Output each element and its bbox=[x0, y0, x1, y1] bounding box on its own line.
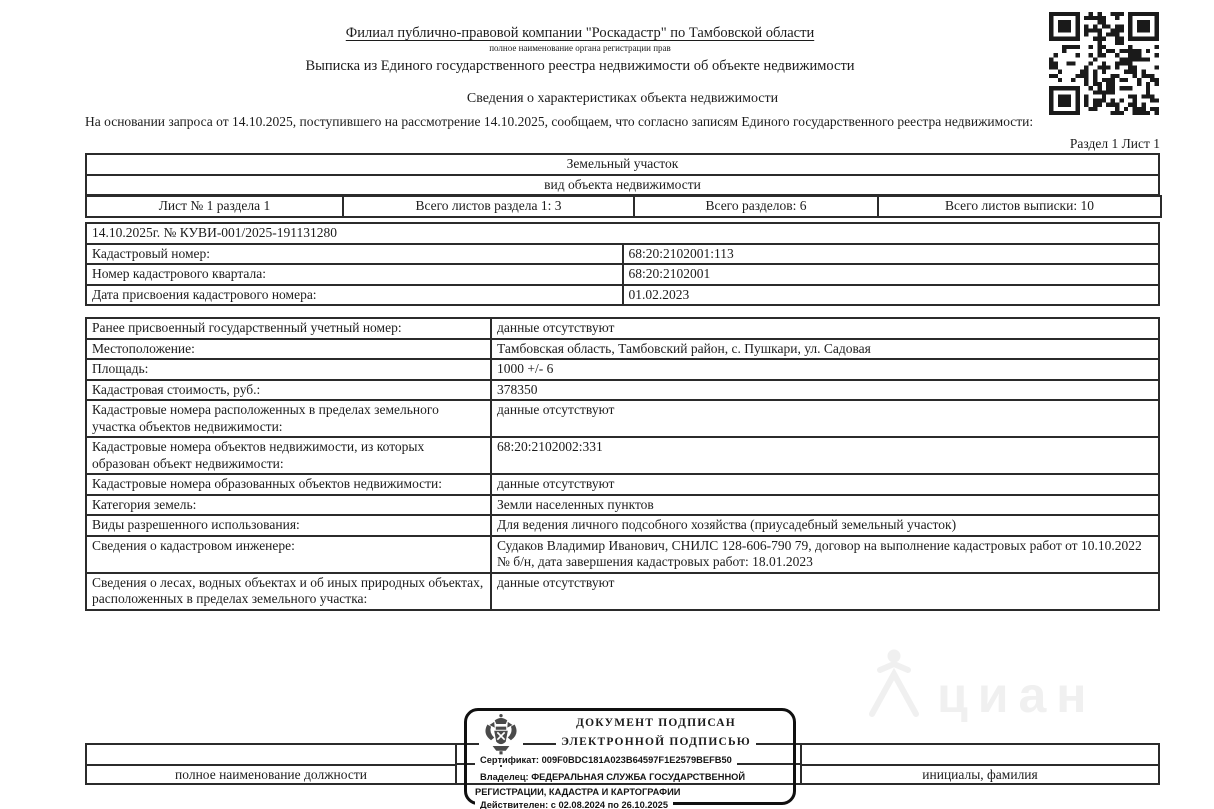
qr-code-icon bbox=[1049, 12, 1159, 115]
row-label: Кадастровые номера расположенных в пределах земельного участка объектов недвижимости: bbox=[86, 400, 491, 437]
row-value: данные отсутствуют bbox=[491, 573, 1159, 610]
row-value: Тамбовская область, Тамбовский район, с. Пушкари, ул. Садовая bbox=[491, 339, 1159, 360]
table-row bbox=[86, 573, 1159, 610]
registry-table bbox=[85, 222, 1160, 306]
org-name-caption: полное наименование органа регистрации прав bbox=[489, 43, 671, 53]
position-signature-box bbox=[85, 743, 457, 785]
stamp-validity: Действителен: с 02.08.2024 по 26.10.2025 bbox=[475, 798, 783, 809]
row-label: Виды разрешенного использования: bbox=[86, 515, 491, 536]
row-value: Земли населенных пунктов bbox=[491, 495, 1159, 516]
sheet-number-cell: Лист № 1 раздела 1 bbox=[86, 196, 343, 217]
table-row bbox=[86, 400, 1159, 437]
stamp-title-line2: ЭЛЕКТРОННОЙ ПОДПИСЬЮ bbox=[525, 736, 787, 748]
stamp-owner: Владелец: ФЕДЕРАЛЬНАЯ СЛУЖБА ГОСУДАРСТВЕННОЙ РЕГИСТРАЦИИ, КАДАСТРА И КАРТОГРАФИИ bbox=[475, 772, 746, 797]
name-signature-box bbox=[800, 743, 1160, 785]
total-sections-cell: Всего разделов: 6 bbox=[634, 196, 878, 217]
extract-date-number: 14.10.2025г. № КУВИ-001/2025-191131280 bbox=[86, 223, 1159, 244]
table-row bbox=[86, 223, 1159, 244]
row-value: 68:20:2102001 bbox=[623, 264, 1160, 285]
name-caption: инициалы, фамилия bbox=[802, 764, 1158, 783]
object-type-table bbox=[85, 153, 1160, 196]
org-name bbox=[85, 25, 1075, 42]
row-label: Сведения о кадастровом инженере: bbox=[86, 536, 491, 573]
row-label: Кадастровая стоимость, руб.: bbox=[86, 380, 491, 401]
characteristics-table bbox=[85, 317, 1160, 611]
document-title: Выписка из Единого государственного реестра недвижимости об объекте недвижимости bbox=[305, 58, 855, 74]
row-value: 68:20:2102002:331 bbox=[491, 437, 1159, 474]
cian-figure-logo-icon bbox=[865, 648, 923, 720]
row-value: 68:20:2102001:113 bbox=[623, 244, 1160, 265]
row-label: Местоположение: bbox=[86, 339, 491, 360]
table-row bbox=[86, 318, 1159, 339]
row-value: 01.02.2023 bbox=[623, 285, 1160, 306]
stamp-certificate: Сертификат: 009F0BDC181A023B64597F1E2579BEFB50 bbox=[475, 753, 783, 768]
cian-watermark bbox=[865, 648, 1097, 723]
signature-blank-space bbox=[802, 745, 1158, 764]
table-row bbox=[86, 536, 1159, 573]
row-label: Сведения о лесах, водных объектах и об иных природных объектах, расположенных в пределах земельного участка: bbox=[86, 573, 491, 610]
row-label: Кадастровые номера образованных объектов недвижимости: bbox=[86, 474, 491, 495]
row-value: данные отсутствуют bbox=[491, 474, 1159, 495]
row-label: Кадастровый номер: bbox=[86, 244, 623, 265]
total-sheets-cell: Всего листов выписки: 10 bbox=[878, 196, 1161, 217]
section-title: Сведения о характеристиках объекта недвижимости bbox=[466, 91, 779, 106]
table-row bbox=[86, 244, 1159, 265]
request-basis-line: На основании запроса от 14.10.2025, поступившего на рассмотрение 14.10.2025, сообщаем, что согласно записям Единого государственного реестра недвижимости: bbox=[85, 114, 1034, 129]
row-value: Судаков Владимир Иванович, СНИЛС 128-606-790 79, договор на выполнение кадастровых работ от 10.10.2022 № б/н, дата завершения кадастровых работ: 18.01.2023 bbox=[491, 536, 1159, 573]
watermark-text: циан bbox=[937, 667, 1097, 723]
row-label: Ранее присвоенный государственный учетный номер: bbox=[86, 318, 491, 339]
table-row bbox=[86, 285, 1159, 306]
signature-blank-space bbox=[87, 745, 455, 764]
coat-of-arms-icon bbox=[479, 713, 523, 757]
table-row bbox=[86, 474, 1159, 495]
table-row bbox=[86, 495, 1159, 516]
table-row bbox=[86, 380, 1159, 401]
table-row bbox=[86, 154, 1159, 175]
electronic-signature-stamp bbox=[464, 708, 796, 809]
table-row bbox=[86, 437, 1159, 474]
object-type-value: Земельный участок bbox=[86, 154, 1159, 175]
org-name-text: Филиал публично-правовой компании "Роскадастр" по Тамбовской области bbox=[345, 25, 815, 41]
row-value: Для ведения личного подсобного хозяйства (приусадебный земельный участок) bbox=[491, 515, 1159, 536]
section-sheets-cell: Всего листов раздела 1: 3 bbox=[343, 196, 634, 217]
table-row bbox=[86, 196, 1161, 217]
stamp-title-line1: ДОКУМЕНТ ПОДПИСАН bbox=[525, 717, 787, 729]
section-page-label: Раздел 1 Лист 1 bbox=[1069, 136, 1160, 151]
table-row bbox=[86, 359, 1159, 380]
row-value: данные отсутствуют bbox=[491, 318, 1159, 339]
row-label: Категория земель: bbox=[86, 495, 491, 516]
table-row bbox=[86, 339, 1159, 360]
row-label: Дата присвоения кадастрового номера: bbox=[86, 285, 623, 306]
table-row bbox=[86, 175, 1159, 196]
table-row bbox=[86, 264, 1159, 285]
sheets-info-table bbox=[85, 195, 1162, 218]
table-row bbox=[86, 515, 1159, 536]
position-caption: полное наименование должности bbox=[87, 764, 455, 783]
row-value: данные отсутствуют bbox=[491, 400, 1159, 437]
row-value: 378350 bbox=[491, 380, 1159, 401]
row-value: 1000 +/- 6 bbox=[491, 359, 1159, 380]
object-type-caption: вид объекта недвижимости bbox=[86, 175, 1159, 196]
row-label: Кадастровые номера объектов недвижимости, из которых образован объект недвижимости: bbox=[86, 437, 491, 474]
row-label: Номер кадастрового квартала: bbox=[86, 264, 623, 285]
row-label: Площадь: bbox=[86, 359, 491, 380]
